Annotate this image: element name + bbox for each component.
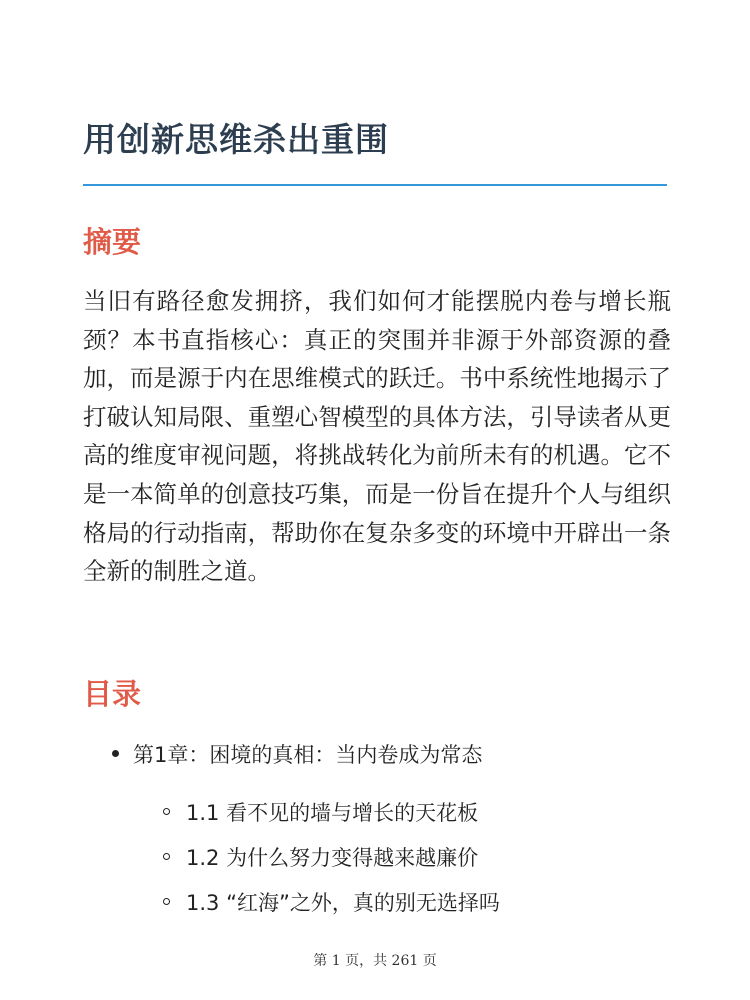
toc-section-1-2[interactable]: [163, 841, 478, 875]
bullet-disc-icon: [112, 750, 119, 757]
toc-chapter-label: 第1章：困境的真相：当内卷成为常态: [133, 743, 483, 767]
toc-heading: 目录: [83, 677, 142, 711]
bullet-circle-icon: [163, 898, 170, 905]
bullet-circle-icon: [163, 808, 170, 815]
page-number-footer: 第 1 页，共 261 页: [313, 953, 437, 969]
abstract-heading: 摘要: [83, 225, 142, 259]
toc-section-label: 1.3 “红海”之外，真的别无选择吗: [186, 891, 500, 915]
toc-section-label: 1.1 看不见的墙与增长的天花板: [186, 801, 479, 825]
title-divider: [83, 184, 667, 186]
toc-section-1-3[interactable]: [163, 886, 500, 920]
toc-section-1-1[interactable]: [163, 796, 478, 830]
book-title: 用创新思维杀出重围: [83, 120, 389, 159]
bullet-circle-icon: [163, 853, 170, 860]
abstract-body: 当旧有路径愈发拥挤，我们如何才能摆脱内卷与增长瓶颈？本书直指核心：真正的突围并非源于外部资源的叠加，而是源于内在思维模式的跃迁。书中系统性地揭示了打破认知局限、重塑心智模型的具体方法，引导读者从更高的维度审视问题，将挑战转化为前所未有的机遇。它不是一本简单的创意技巧集，而是一份旨在提升个人与组织格局的行动指南，帮助你在复杂多变的环境中开辟出一条全新的制胜之道。: [83, 287, 671, 586]
toc-section-label: 1.2 为什么努力变得越来越廉价: [186, 846, 479, 870]
toc-chapter-1[interactable]: [112, 738, 482, 772]
